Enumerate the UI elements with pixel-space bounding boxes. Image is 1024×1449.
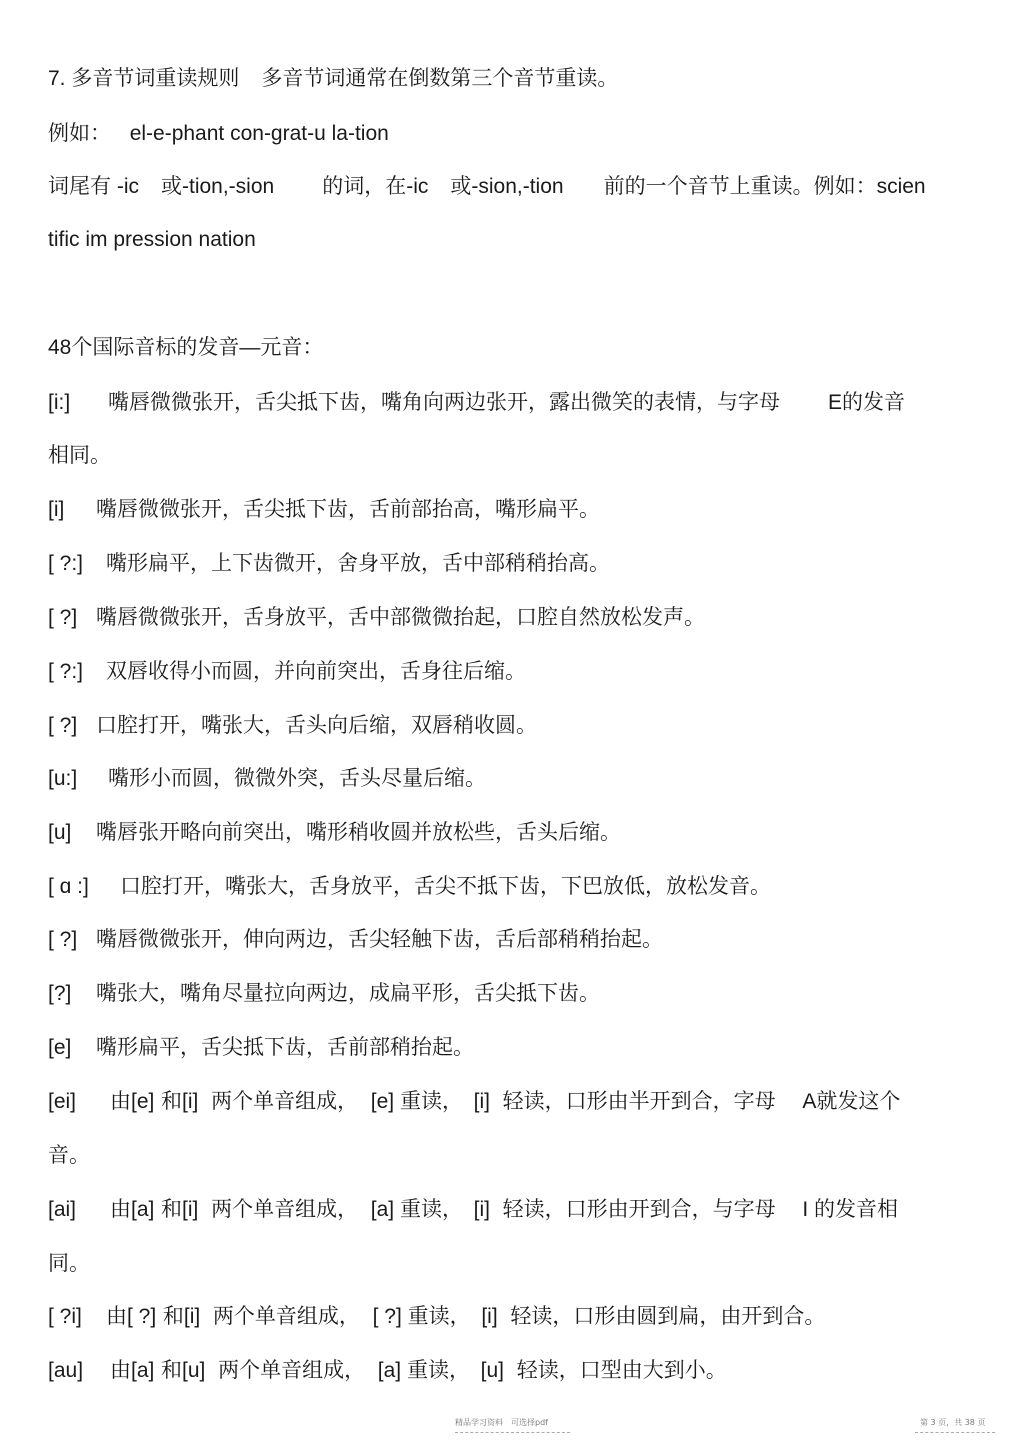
diphthong-cont: 音。 <box>48 1143 90 1167</box>
diphthong-part: [ ?] 重读， <box>372 1305 471 1328</box>
vowel-entry <box>48 711 537 740</box>
vowel-symbol: [ ?:] <box>48 552 84 575</box>
diphthong-part: A就发这个 <box>802 1090 901 1113</box>
vowel-desc: 嘴形小而圆，微微外突，舌头尽量后缩。 <box>108 766 486 790</box>
vowel-desc: 嘴形扁平，上下齿微开，舍身平放，舌中部稍稍抬高。 <box>106 551 610 575</box>
example1-line <box>48 119 389 148</box>
footer-watermark: 精品学习资料 可选择pdf <box>455 1418 548 1427</box>
diphthong-part: 轻读，口型由大到小。 <box>516 1358 727 1382</box>
footer-divider <box>455 1432 570 1433</box>
suffix-rule-p2: 或-tion,-sion <box>161 175 275 198</box>
diphthong-part: 两个单音组成， <box>211 1197 359 1221</box>
vowel-entry <box>48 388 905 417</box>
diphthong-entry <box>48 1087 900 1116</box>
diphthong-part: I 的发音相 <box>802 1198 899 1221</box>
diphthong-part: [i] <box>473 1198 490 1221</box>
vowel-desc: 嘴张大，嘴角尽量拉向两边，成扁平形，舌尖抵下齿。 <box>96 981 600 1005</box>
vowel-desc: 嘴唇微微张开，舌尖抵下齿，嘴角向两边张开，露出微笑的表情，与字母 <box>108 390 780 414</box>
section-title: 48个国际音标的发音—元音： <box>48 336 324 359</box>
vowel-desc: 嘴唇微微张开，舌尖抵下齿，舌前部抬高，嘴形扁平。 <box>96 497 600 521</box>
diphthong-part: 由[a] <box>110 1359 155 1382</box>
vowel-desc: 双唇收得小而圆，并向前突出，舌身往后缩。 <box>106 659 526 683</box>
diphthong-part: 由[a] <box>110 1198 155 1221</box>
rule7-line <box>48 64 618 93</box>
vowel-desc: 嘴唇微微张开，伸向两边，舌尖轻触下齿，舌后部稍稍抬起。 <box>96 927 663 951</box>
suffix-rule-p4: 或-sion,-tion <box>450 175 564 198</box>
diphthong-entry <box>48 1356 727 1385</box>
diphthong-part: 和[i] <box>161 1090 199 1113</box>
diphthong-part: [u] <box>480 1359 505 1382</box>
vowel-desc-cont: 相同。 <box>48 443 111 467</box>
vowel-symbol: [ ɑ :] <box>48 875 89 898</box>
diphthong-symbol: [ ?i] <box>48 1305 82 1328</box>
diphthong-part: 轻读，口形由开到合，与字母 <box>502 1197 776 1221</box>
diphthong-cont: 同。 <box>48 1251 90 1275</box>
diphthong-part: [e] 重读， <box>370 1090 463 1113</box>
vowel-desc-tail: E的发音 <box>828 391 906 414</box>
diphthong-symbol: [ai] <box>48 1198 77 1221</box>
vowel-symbol: [u:] <box>48 767 78 790</box>
diphthong-part: 两个单音组成， <box>212 1304 360 1328</box>
diphthong-part: [a] 重读， <box>377 1359 470 1382</box>
diphthong-part: [i] <box>473 1090 490 1113</box>
vowel-entry <box>48 979 600 1008</box>
diphthong-symbol: [ei] <box>48 1090 77 1113</box>
vowel-symbol: [e] <box>48 1036 72 1059</box>
vowel-entry <box>48 549 610 578</box>
diphthong-entry <box>48 1302 825 1331</box>
vowel-entry <box>48 872 771 901</box>
vowel-symbol: [ ?] <box>48 714 78 737</box>
vowel-entry <box>48 1033 474 1062</box>
vowel-desc: 嘴唇张开略向前突出，嘴形稍收圆并放松些，舌头后缩。 <box>96 820 621 844</box>
suffix-rule-p3: 的词，在-ic <box>322 175 429 198</box>
vowel-entry <box>48 495 600 524</box>
vowel-symbol: [u] <box>48 821 72 844</box>
suffix-rule-line <box>48 172 926 201</box>
diphthong-part: [i] <box>481 1305 498 1328</box>
vowel-entry <box>48 657 526 686</box>
vowel-entry <box>48 603 705 632</box>
diphthong-part: 两个单音组成， <box>211 1089 359 1113</box>
diphthong-part: 和[i] <box>162 1305 201 1328</box>
vowel-symbol: [ ?] <box>48 606 78 629</box>
diphthong-entry <box>48 1195 898 1224</box>
diphthong-part: 轻读，口形由半开到合，字母 <box>502 1089 776 1113</box>
footer-divider <box>915 1432 995 1433</box>
vowel-symbol: [ ?] <box>48 928 78 951</box>
vowel-symbol: [i] <box>48 498 65 521</box>
suffix-rule-p1: 词尾有 -ic <box>48 175 139 198</box>
diphthong-part: 由[ ?] <box>106 1305 157 1328</box>
diphthong-part: [a] 重读， <box>370 1198 463 1221</box>
vowel-entry <box>48 764 486 793</box>
example1-words: el-e-phant con-grat-u la-tion <box>129 122 389 145</box>
vowel-entry <box>48 925 663 954</box>
suffix-rule-p5: 前的一个音节上重读。例如：scien <box>603 175 926 198</box>
diphthong-part: 和[u] <box>161 1359 206 1382</box>
vowel-desc: 口腔打开，嘴张大，舌身放平，舌尖不抵下齿，下巴放低，放松发音。 <box>120 874 771 898</box>
example1-label: 例如： <box>48 121 111 145</box>
rule7-text: 多音节词通常在倒数第三个音节重读。 <box>261 66 619 90</box>
diphthong-part: 轻读，口形由圆到扁，由开到合。 <box>510 1304 826 1328</box>
diphthong-part: 和[i] <box>161 1198 199 1221</box>
vowel-symbol: [i:] <box>48 391 71 414</box>
suffix-rule-cont: tific im pression nation <box>48 228 256 251</box>
vowel-symbol: [ ?:] <box>48 660 84 683</box>
vowel-symbol: [?] <box>48 982 72 1005</box>
rule7-heading: 7. 多音节词重读规则 <box>48 67 240 90</box>
diphthong-part: 两个单音组成， <box>218 1358 366 1382</box>
vowel-desc: 嘴唇微微张开，舌身放平，舌中部微微抬起，口腔自然放松发声。 <box>96 605 705 629</box>
diphthong-symbol: [au] <box>48 1359 84 1382</box>
vowel-desc: 嘴形扁平，舌尖抵下齿，舌前部稍抬起。 <box>96 1035 474 1059</box>
vowel-entry <box>48 818 621 847</box>
page-number: 第 3 页，共 38 页 <box>920 1418 986 1427</box>
diphthong-part: 由[e] <box>110 1090 155 1113</box>
vowel-desc: 口腔打开，嘴张大，舌头向后缩，双唇稍收圆。 <box>96 713 537 737</box>
